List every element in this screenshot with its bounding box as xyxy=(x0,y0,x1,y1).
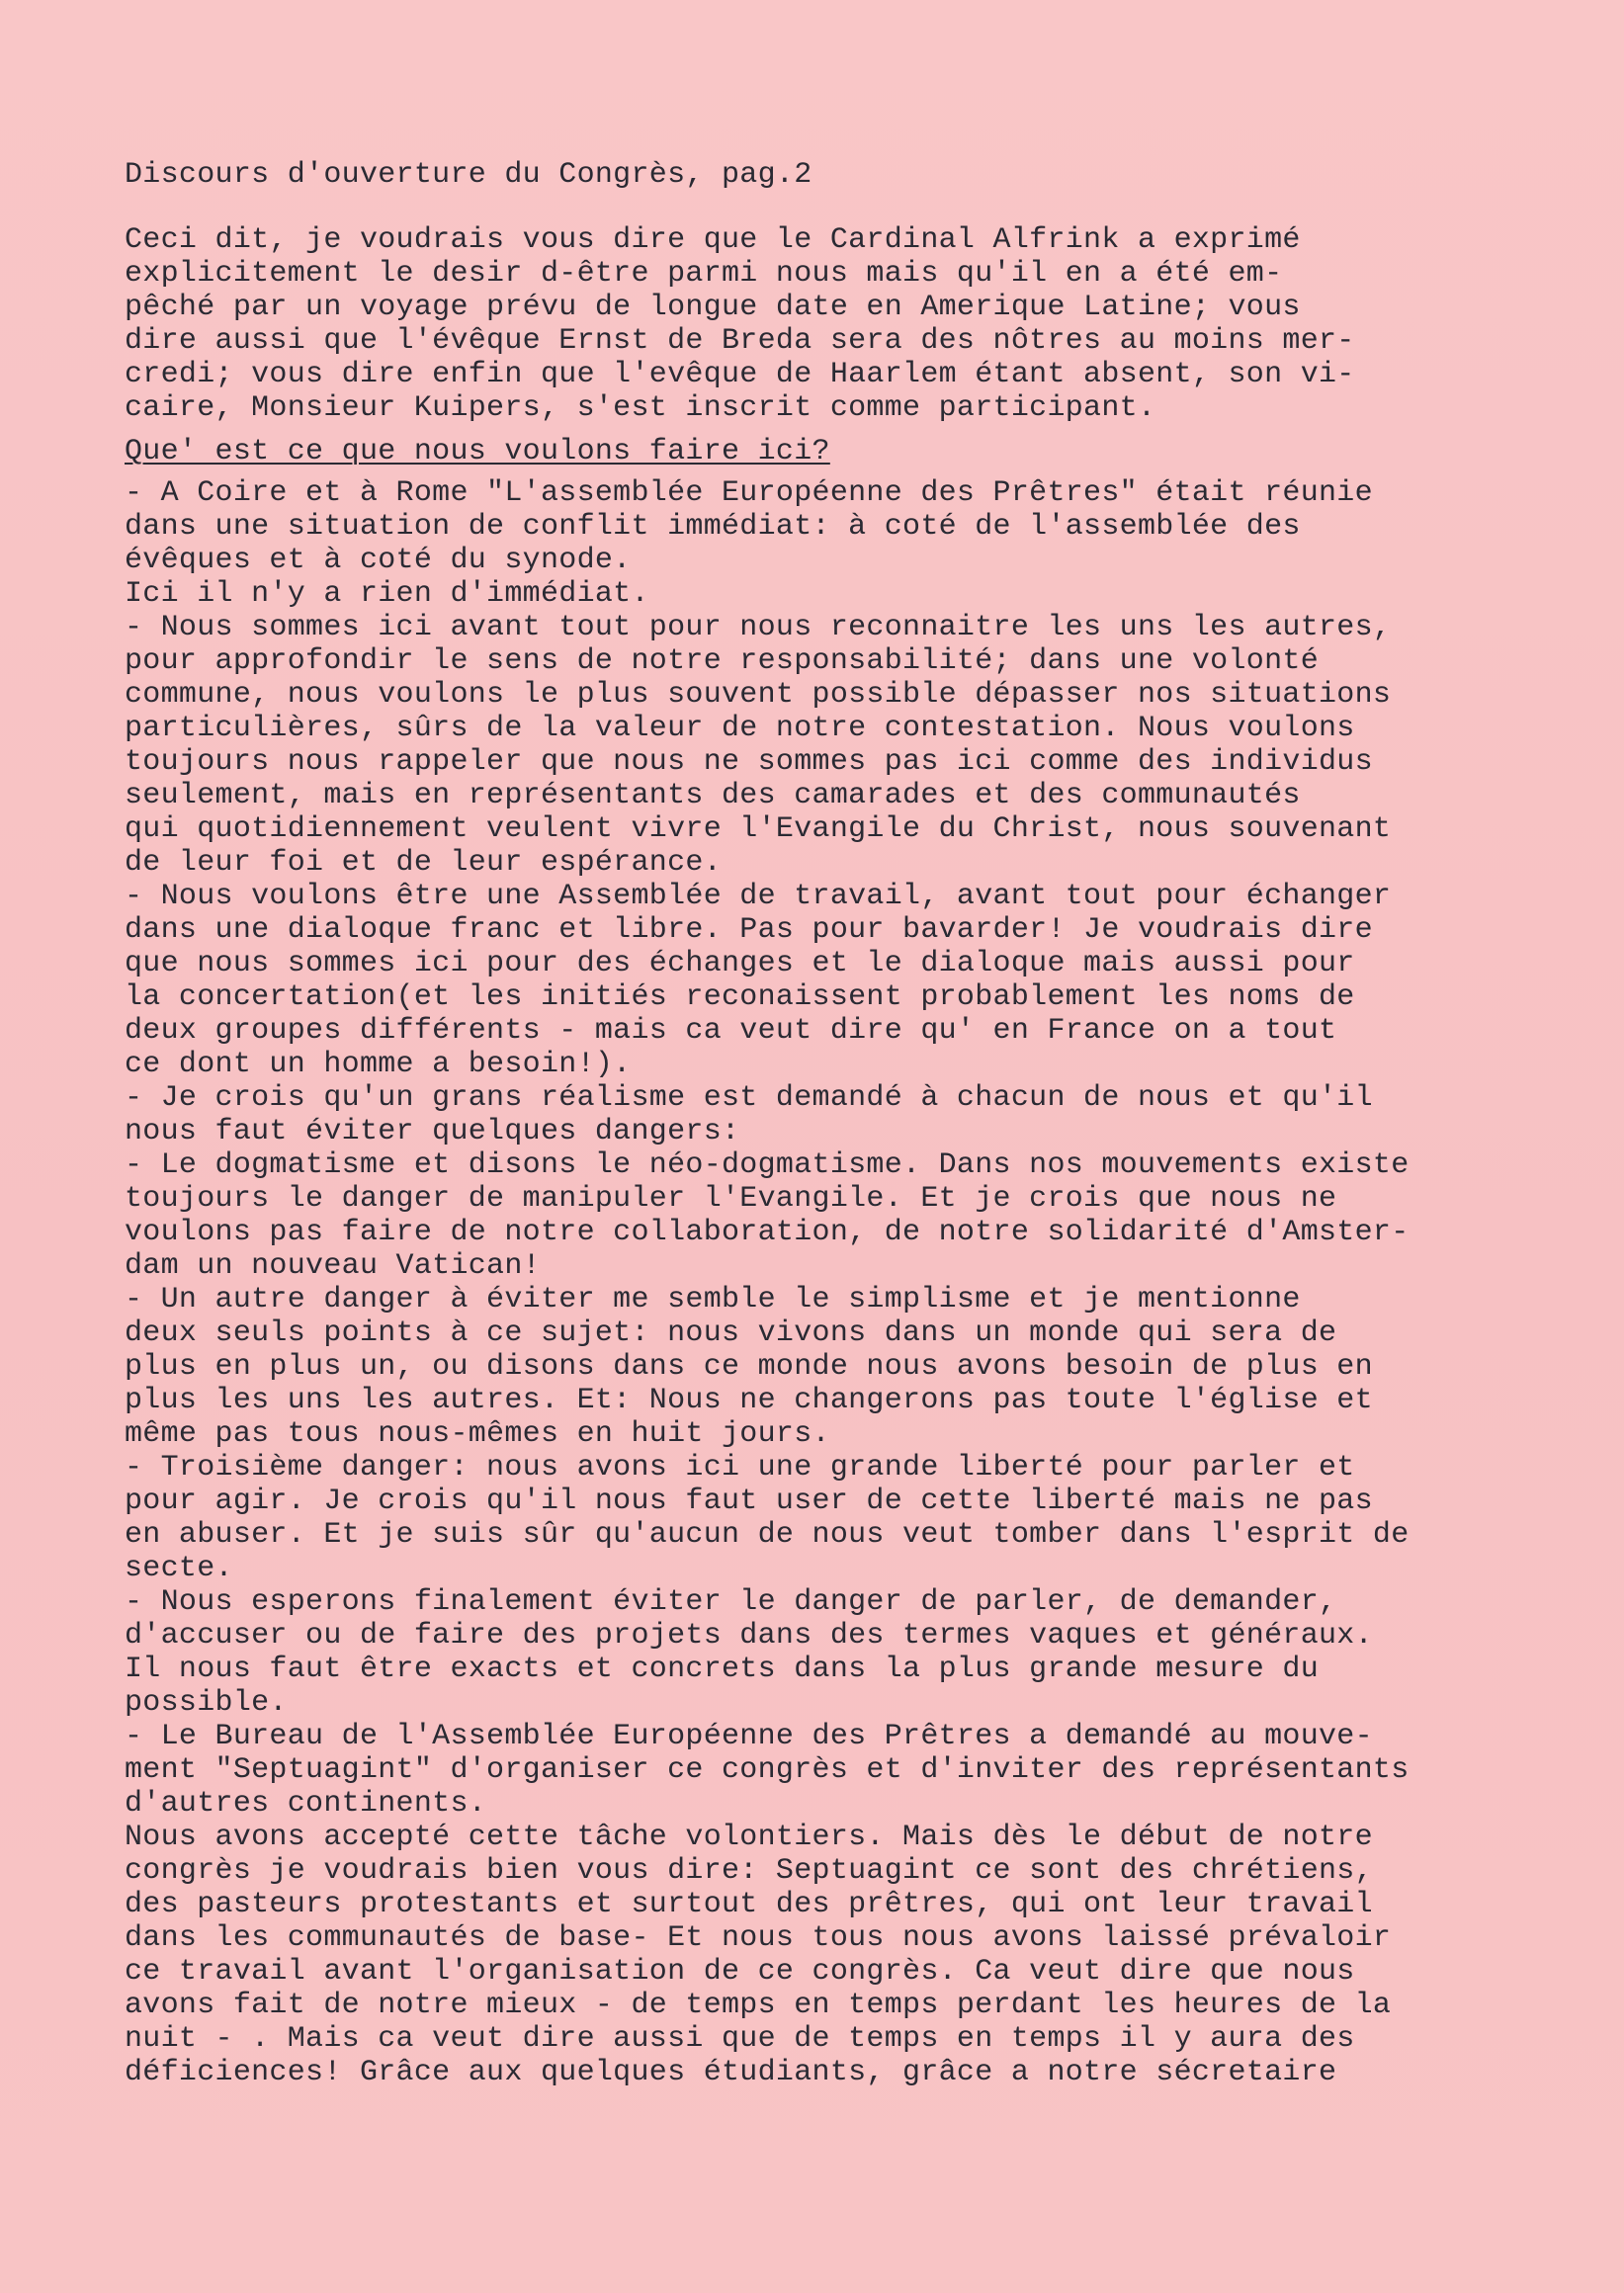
text-line: ment "Septuagint" d'organiser ce congrès et d'inviter des représentants xyxy=(125,1753,1410,1787)
text-line: voulons pas faire de notre collaboration, de notre solidarité d'Amster- xyxy=(125,1216,1410,1249)
text-line: deux groupes différents - mais ca veut dire qu' en France on a tout xyxy=(125,1014,1337,1048)
text-line: la concertation(et les initiés reconaissent probablement les noms de xyxy=(125,980,1355,1014)
text-line: credi; vous dire enfin que l'evêque de Haarlem étant absent, son vi- xyxy=(125,358,1355,391)
text-line: même pas tous nous-mêmes en huit jours. xyxy=(125,1417,830,1451)
text-line: qui quotidiennement veulent vivre l'Evangile du Christ, nous souvenant xyxy=(125,812,1392,846)
text-line: des pasteurs protestants et surtout des prêtres, qui ont leur travail xyxy=(125,1888,1373,1921)
text-line: en abuser. Et je suis sûr qu'aucun de nous veut tomber dans l'esprit de xyxy=(125,1518,1410,1552)
text-line: caire, Monsieur Kuipers, s'est inscrit comme participant. xyxy=(125,391,1156,425)
text-line: nuit - . Mais ca veut dire aussi que de temps en temps il y aura des xyxy=(125,2022,1355,2056)
text-line: - Le Bureau de l'Assemblée Européenne des Prêtres a demandé au mouve- xyxy=(125,1720,1373,1753)
text-line: Ceci dit, je voudrais vous dire que le Cardinal Alfrink a exprimé xyxy=(125,223,1301,257)
text-line: - Nous esperons finalement éviter le danger de parler, de demander, xyxy=(125,1585,1337,1619)
text-line: - Un autre danger à éviter me semble le simplisme et je mentionne xyxy=(125,1283,1301,1316)
text-line: Il nous faut être exacts et concrets dans la plus grande mesure du xyxy=(125,1653,1319,1686)
text-line: ce travail avant l'organisation de ce congrès. Ca veut dire que nous xyxy=(125,1955,1355,1989)
text-line: congrès je voudrais bien vous dire: Septuagint ce sont des chrétiens, xyxy=(125,1854,1373,1888)
text-line: dam un nouveau Vatican! xyxy=(125,1249,541,1283)
text-line: toujours nous rappeler que nous ne sommes pas ici comme des individus xyxy=(125,745,1373,779)
text-line: deux seuls points à ce sujet: nous vivons dans un monde qui sera de xyxy=(125,1316,1337,1350)
text-line: ce dont un homme a besoin!). xyxy=(125,1048,632,1081)
text-line: plus en plus un, ou disons dans ce monde nous avons besoin de plus en xyxy=(125,1350,1373,1384)
section-heading: Que' est ce que nous voulons faire ici? xyxy=(125,435,830,468)
text-line: - Je crois qu'un grans réalisme est demandé à chacun de nous et qu'il xyxy=(125,1081,1373,1115)
text-line: évêques et à coté du synode. xyxy=(125,544,632,577)
text-line: d'accuser ou de faire des projets dans des termes vaques et généraux. xyxy=(125,1619,1373,1653)
text-line: nous faut éviter quelques dangers: xyxy=(125,1115,740,1148)
text-line: - A Coire et à Rome "L'assemblée Européenne des Prêtres" était réunie xyxy=(125,476,1373,510)
text-line: seulement, mais en représentants des camarades et des communautés xyxy=(125,779,1301,812)
text-line: dans les communautés de base- Et nous tous nous avons laissé prévaloir xyxy=(125,1921,1392,1955)
text-line: toujours le danger de manipuler l'Evangile. Et je crois que nous ne xyxy=(125,1182,1337,1216)
text-line: secte. xyxy=(125,1552,233,1585)
text-line: - Nous sommes ici avant tout pour nous reconnaitre les uns les autres, xyxy=(125,611,1392,644)
text-line: particulières, sûrs de la valeur de notre contestation. Nous voulons xyxy=(125,712,1355,745)
text-line: Ici il n'y a rien d'immédiat. xyxy=(125,577,649,611)
text-line: dans une dialoque franc et libre. Pas pour bavarder! Je voudrais dire xyxy=(125,913,1373,947)
document-body xyxy=(125,223,1568,2089)
text-line: plus les uns les autres. Et: Nous ne changerons pas toute l'église et xyxy=(125,1384,1373,1417)
text-line: Nous avons accepté cette tâche volontiers. Mais dès le début de notre xyxy=(125,1821,1373,1854)
text-line: possible. xyxy=(125,1686,288,1720)
text-line: - Nous voulons être une Assemblée de travail, avant tout pour échanger xyxy=(125,880,1392,913)
text-line: avons fait de notre mieux - de temps en temps perdant les heures de la xyxy=(125,1989,1392,2022)
page-header: Discours d'ouverture du Congrès, pag.2 xyxy=(125,158,812,192)
text-line: dans une situation de conflit immédiat: à coté de l'assemblée des xyxy=(125,510,1301,544)
text-line: d'autres continents. xyxy=(125,1787,487,1821)
text-line: - Troisième danger: nous avons ici une grande liberté pour parler et xyxy=(125,1451,1355,1485)
text-line: pour agir. Je crois qu'il nous faut user de cette liberté mais ne pas xyxy=(125,1485,1373,1518)
text-line: - Le dogmatisme et disons le néo-dogmatisme. Dans nos mouvements existe xyxy=(125,1148,1410,1182)
text-line: dire aussi que l'évêque Ernst de Breda sera des nôtres au moins mer- xyxy=(125,324,1355,358)
text-line: de leur foi et de leur espérance. xyxy=(125,846,722,880)
text-line: pêché par un voyage prévu de longue date en Amerique Latine; vous xyxy=(125,291,1301,324)
text-line: pour approfondir le sens de notre responsabilité; dans une volonté xyxy=(125,644,1319,678)
text-line: déficiences! Grâce aux quelques étudiants, grâce a notre sécretaire xyxy=(125,2056,1337,2089)
text-line: commune, nous voulons le plus souvent possible dépasser nos situations xyxy=(125,678,1392,712)
text-line: que nous sommes ici pour des échanges et le dialoque mais aussi pour xyxy=(125,947,1355,980)
text-line: explicitement le desir d-être parmi nous mais qu'il en a été em- xyxy=(125,257,1283,291)
